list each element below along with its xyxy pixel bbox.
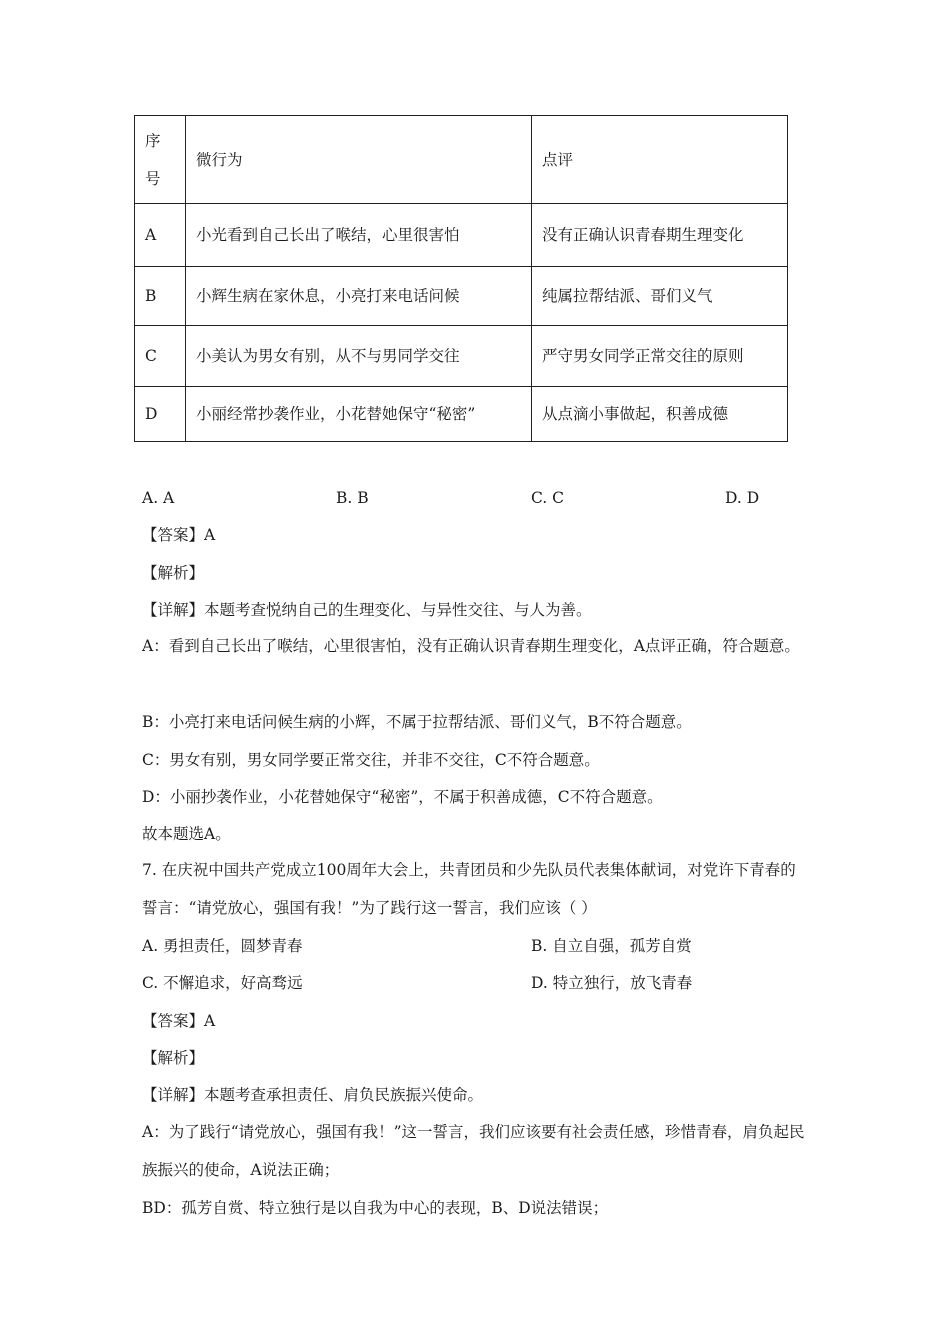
q7-explain-bd: BD：孤芳自赏、特立独行是以自我为中心的表现，B、D说法错误；	[142, 1199, 609, 1217]
row-index: B	[135, 267, 186, 326]
q6-conclusion: 故本题选A。	[142, 825, 231, 843]
q7-answer: 【答案】A	[142, 1012, 216, 1030]
q6-explain-b: B：小亮打来电话问候生病的小辉，不属于拉帮结派、哥们义气，B不符合题意。	[142, 713, 692, 731]
q7-option-b: B. 自立自强，孤芳自赏	[531, 937, 692, 955]
q7-stem: 7. 在庆祝中国共产党成立100周年大会上，共青团员和少先队员代表集体献词，对党许下青春的誓言：“请党放心，强国有我！”为了践行这一誓言，我们应该（ ）	[142, 861, 796, 917]
row-index: D	[135, 387, 186, 442]
row-comment: 从点滴小事做起，积善成德	[532, 387, 788, 442]
q7-option-c: C. 不懈追求，好高骛远	[142, 974, 303, 992]
row-index: C	[135, 326, 186, 387]
q7-analysis-heading: 【解析】	[142, 1049, 205, 1067]
q6-option-b: B. B	[336, 489, 369, 507]
q6-detail: 【详解】本题考查悦纳自己的生理变化、与异性交往、与人为善。	[142, 601, 592, 619]
q6-option-d: D. D	[725, 489, 760, 507]
table-row	[135, 204, 788, 267]
q6-answer: 【答案】A	[142, 526, 216, 544]
q7-option-d: D. 特立独行，放飞青春	[531, 974, 693, 992]
q6-analysis-heading: 【解析】	[142, 564, 205, 582]
row-behavior: 小辉生病在家休息，小亮打来电话问候	[186, 267, 532, 326]
header-comment: 点评	[532, 116, 788, 204]
q6-explain-d: D：小丽抄袭作业，小花替她保守“秘密”，不属于积善成德，C不符合题意。	[142, 788, 663, 806]
row-behavior: 小光看到自己长出了喉结，心里很害怕	[186, 204, 532, 267]
header-index: 序号	[135, 116, 186, 204]
header-behavior: 微行为	[186, 116, 532, 204]
table-header-row	[135, 116, 788, 204]
q6-option-c: C. C	[531, 489, 565, 507]
table-row	[135, 326, 788, 387]
row-index: A	[135, 204, 186, 267]
behavior-comment-table	[134, 115, 788, 442]
table-row	[135, 267, 788, 326]
q6-option-a: A. A	[142, 489, 175, 507]
q7-option-a: A. 勇担责任，圆梦青春	[142, 937, 303, 955]
row-behavior: 小美认为男女有别，从不与男同学交往	[186, 326, 532, 387]
row-comment: 严守男女同学正常交往的原则	[532, 326, 788, 387]
table-row	[135, 387, 788, 442]
row-comment: 纯属拉帮结派、哥们义气	[532, 267, 788, 326]
q7-explain-a: A：为了践行“请党放心，强国有我！”这一誓言，我们应该要有社会责任感，珍惜青春，肩负起民族振兴的使命，A说法正确；	[142, 1123, 805, 1179]
row-behavior: 小丽经常抄袭作业，小花替她保守“秘密”	[186, 387, 532, 442]
q7-detail: 【详解】本题考查承担责任、肩负民族振兴使命。	[142, 1086, 484, 1104]
row-comment: 没有正确认识青春期生理变化	[532, 204, 788, 267]
q6-explain-a: A：看到自己长出了喉结，心里很害怕，没有正确认识青春期生理变化，A点评正确，符合题意。	[142, 637, 800, 655]
q6-explain-c: C：男女有别，男女同学要正常交往，并非不交往，C不符合题意。	[142, 751, 600, 769]
